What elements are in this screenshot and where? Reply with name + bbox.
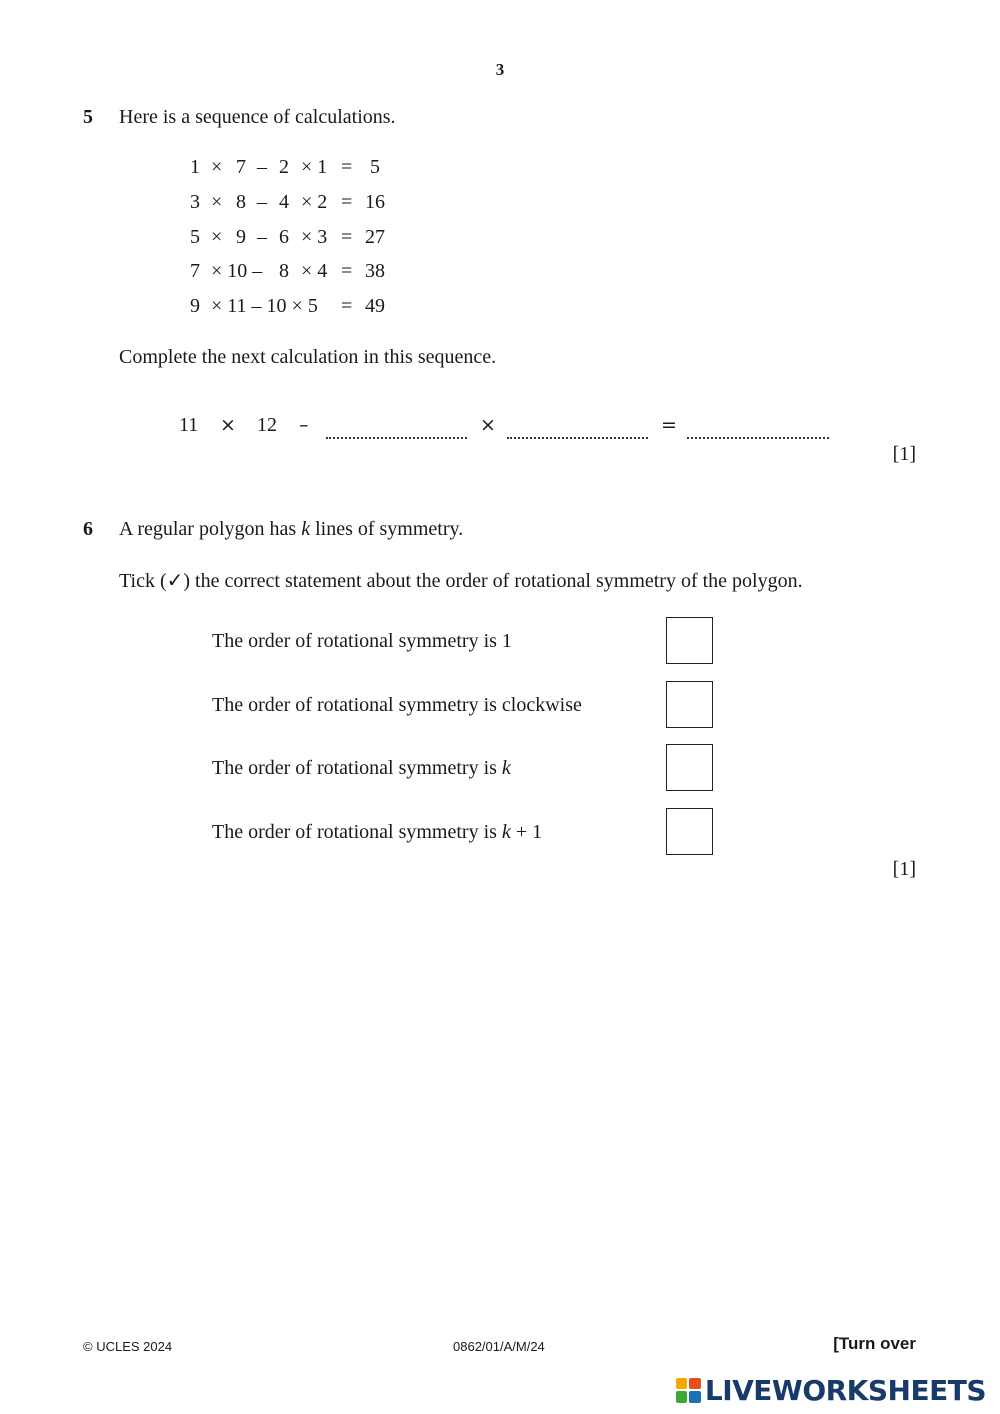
- tick-box-1[interactable]: [666, 617, 713, 664]
- statement-text: The order of rotational symmetry is: [212, 821, 502, 843]
- calc-eq: =: [341, 295, 353, 317]
- calc-op3: × 4: [301, 260, 328, 282]
- question-5-instruction: Complete the next calculation in this sequence.: [119, 346, 497, 368]
- calc-op2: –: [257, 156, 267, 178]
- calc-result: 27: [365, 226, 385, 248]
- logo-square: [689, 1391, 701, 1403]
- calc-result: 16: [365, 191, 385, 213]
- answer-blank-3[interactable]: [687, 437, 829, 439]
- page-number: 3: [495, 60, 505, 79]
- liveworksheets-icon: [676, 1378, 701, 1403]
- answer-equals: =: [661, 414, 677, 436]
- question-5-marks: [1]: [892, 443, 916, 465]
- answer-times-2: ×: [480, 414, 496, 436]
- calc-b: 9: [236, 226, 246, 248]
- calc-op1: × 11 – 10 × 5: [211, 295, 318, 317]
- statement-variable: k: [501, 757, 511, 779]
- answer-a: 11: [179, 414, 199, 436]
- answer-times-1: ×: [220, 414, 236, 436]
- statement-variable: k: [501, 821, 511, 843]
- calc-b: 8: [236, 191, 246, 213]
- calc-c: 6: [279, 226, 289, 248]
- calc-result: 5: [370, 156, 380, 178]
- calc-a: 5: [190, 226, 200, 248]
- calc-result: 49: [365, 295, 385, 317]
- tick-box-4[interactable]: [666, 808, 713, 855]
- answer-blank-1[interactable]: [326, 437, 467, 439]
- calc-b: 7: [236, 156, 246, 178]
- statement-text: The order of rotational symmetry is clockwise: [212, 694, 582, 716]
- liveworksheets-logo: [676, 1373, 986, 1407]
- calc-op1: ×: [211, 191, 223, 213]
- footer-paper-code: 0862/01/A/M/24: [453, 1339, 545, 1354]
- liveworksheets-wordmark: LIVEWORKSHEETS: [704, 1373, 986, 1407]
- calc-op1: ×: [211, 156, 223, 178]
- footer-copyright: © UCLES 2024: [83, 1339, 173, 1354]
- logo-square: [676, 1391, 688, 1403]
- calc-c: 2: [279, 156, 289, 178]
- calc-eq: =: [341, 260, 353, 282]
- question-5-intro: Here is a sequence of calculations.: [119, 106, 396, 128]
- tick-box-2[interactable]: [666, 681, 713, 728]
- calc-c: 8: [279, 260, 289, 282]
- calc-eq: =: [341, 191, 353, 213]
- calc-op2: –: [257, 191, 267, 213]
- logo-square: [676, 1378, 688, 1390]
- question-6-marks: [1]: [892, 858, 916, 880]
- calc-op1: × 10 –: [211, 260, 263, 282]
- calc-a: 9: [190, 295, 200, 317]
- statement-suffix: + 1: [510, 821, 543, 843]
- calc-a: 7: [190, 260, 200, 282]
- statement-3: [212, 757, 511, 780]
- answer-line-row: [0, 414, 1000, 454]
- tick-box-3[interactable]: [666, 744, 713, 791]
- question-6-number: 6: [83, 518, 93, 540]
- statement-2: [212, 694, 582, 717]
- statement-1: [212, 630, 512, 653]
- calc-op3: × 1: [301, 156, 328, 178]
- answer-blank-2[interactable]: [507, 437, 648, 439]
- calc-result: 38: [365, 260, 385, 282]
- calc-op3: × 2: [301, 191, 328, 213]
- calc-a: 1: [190, 156, 200, 178]
- answer-minus: –: [299, 414, 309, 436]
- calc-eq: =: [341, 156, 353, 178]
- footer-turn-over: [Turn over: [833, 1334, 916, 1353]
- intro-variable: k: [301, 518, 311, 540]
- calc-op3: × 3: [301, 226, 328, 248]
- statement-text: The order of rotational symmetry is 1: [212, 630, 512, 652]
- calc-op1: ×: [211, 226, 223, 248]
- calc-eq: =: [341, 226, 353, 248]
- intro-text-end: lines of symmetry.: [310, 518, 464, 540]
- intro-text: A regular polygon has: [119, 518, 302, 540]
- question-6-instruction: Tick (✓) the correct statement about the order of rotational symmetry of the polygon.: [119, 570, 803, 592]
- answer-b: 12: [257, 414, 277, 436]
- calc-op2: –: [257, 226, 267, 248]
- statement-4: [212, 821, 542, 844]
- question-6-intro: [119, 518, 463, 541]
- question-5-number: 5: [83, 106, 93, 128]
- calc-a: 3: [190, 191, 200, 213]
- logo-square: [689, 1378, 701, 1390]
- statement-text: The order of rotational symmetry is: [212, 757, 502, 779]
- calc-c: 4: [279, 191, 289, 213]
